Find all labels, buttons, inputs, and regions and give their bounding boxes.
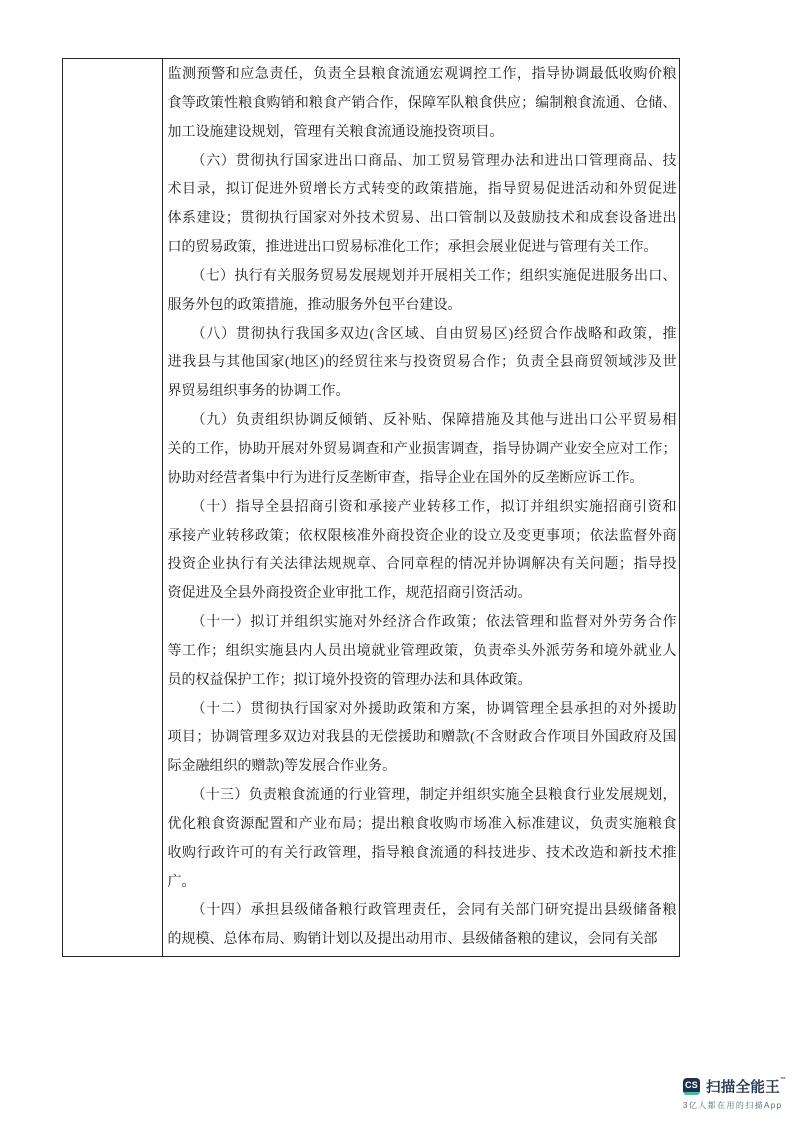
text-line: （十三）负责粮食流通的行业管理，制定并组织实施全县粮食行业发展规划， bbox=[191, 788, 677, 804]
paragraph bbox=[168, 148, 677, 263]
text-line: 服务外包的政策措施，推动服务外包平台建设。 bbox=[167, 297, 462, 313]
paragraph bbox=[168, 321, 677, 408]
text-line: （十）指导全县招商引资和承接产业转移工作，拟订并组织实施招商引资和 bbox=[191, 499, 677, 515]
watermark-logo-row bbox=[683, 1076, 785, 1097]
text-line: （十一）拟订并组织实施对外经济合作政策；依法管理和监督对外劳务合作 bbox=[191, 615, 677, 631]
text-line: 资促进及全县外商投资企业审批工作，规范招商引资活动。 bbox=[167, 586, 532, 602]
text-line: 项目；协调管理多双边对我县的无偿援助和赠款(不含财政合作项目外国政府及国 bbox=[167, 730, 677, 746]
text-line: 收购行政许可的有关行政管理，指导粮食流通的科技进步、技术改造和新技术推 bbox=[167, 845, 677, 861]
text-line: （十二）贯彻执行国家对外援助政策和方案，协调管理全县承担的对外援助 bbox=[191, 701, 677, 717]
text-line: （十四）承担县级储备粮行政管理责任，会同有关部门研究提出县级储备粮 bbox=[191, 903, 677, 919]
paragraph bbox=[168, 782, 677, 897]
camscanner-watermark bbox=[683, 1076, 785, 1111]
text-line: （九）负责组织协调反倾销、反补贴、保障措施及其他与进出口公平贸易相 bbox=[191, 413, 677, 429]
table-left-column bbox=[63, 59, 163, 956]
text-line: 监测预警和应急责任，负责全县粮食流通宏观调控工作，指导协调最低收购价粮 bbox=[167, 67, 677, 82]
paragraph bbox=[168, 263, 677, 321]
text-line: （六）贯彻执行国家进出口商品、加工贸易管理办法和进出口管理商品、技 bbox=[191, 153, 677, 169]
paragraph bbox=[168, 897, 677, 955]
text-line: 员的权益保护工作；拟订境外投资的管理办法和具体政策。 bbox=[167, 672, 532, 688]
text-line: 等工作；组织实施县内人员出境就业管理政策，负责牵头外派劳务和境外就业人 bbox=[167, 643, 677, 659]
paragraph bbox=[168, 494, 677, 609]
paragraph bbox=[168, 61, 677, 148]
text-line: 进我县与其他国家(地区)的经贸往来与投资贸易合作；负责全县商贸领域涉及世 bbox=[167, 355, 677, 371]
watermark-app-name: 扫描全能王™ bbox=[706, 1077, 787, 1096]
text-line: 的规模、总体布局、购销计划以及提出动用市、县级储备粮的建议，会同有关部 bbox=[167, 932, 658, 948]
camscanner-logo-icon bbox=[683, 1078, 700, 1095]
duties-table bbox=[62, 58, 680, 957]
paragraph bbox=[168, 609, 677, 696]
camscanner-logo-teal-strip bbox=[683, 1092, 700, 1096]
text-line: 界贸易组织事务的协调工作。 bbox=[167, 384, 350, 400]
text-line: 体系建设；贯彻执行国家对外技术贸易、出口管制以及鼓励技术和成套设备进出 bbox=[167, 211, 677, 227]
paragraph bbox=[168, 407, 677, 494]
text-line: 协助对经营者集中行为进行反垄断审查，指导企业在国外的反垄断应诉工作。 bbox=[167, 470, 644, 486]
text-line: 食等政策性粮食购销和粮食产销合作，保障军队粮食供应；编制粮食流通、仓储、 bbox=[167, 95, 677, 111]
camscanner-logo-text: CS bbox=[685, 1079, 698, 1090]
trademark-mark: ™ bbox=[780, 1077, 787, 1083]
text-line: 术目录，拟订促进外贸增长方式转变的政策措施，指导贸易促进活动和外贸促进 bbox=[167, 182, 677, 198]
text-line: 承接产业转移政策；依权限核准外商投资企业的设立及变更事项；依法监督外商 bbox=[167, 528, 677, 544]
watermark-tagline: 3亿人都在用的扫描App bbox=[683, 1100, 783, 1110]
text-line: 口的贸易政策，推进进出口贸易标准化工作；承担会展业促进与管理有关工作。 bbox=[167, 240, 658, 256]
text-line: 广。 bbox=[167, 874, 196, 890]
text-line: （七）执行有关服务贸易发展规划并开展相关工作；组织实施促进服务出口、 bbox=[191, 268, 677, 284]
text-line: 投资企业执行有关法律法规规章、合同章程的情况并协调解决有关问题；指导投 bbox=[167, 557, 677, 573]
duties-text bbox=[165, 59, 680, 956]
text-line: 际金融组织的赠款)等发展合作业务。 bbox=[167, 759, 397, 775]
paragraph bbox=[168, 696, 677, 783]
text-line: 关的工作，协助开展对外贸易调查和产业损害调查，指导协调产业安全应对工作； bbox=[167, 441, 677, 457]
text-line: 优化粮食资源配置和产业布局；提出粮食收购市场准入标准建议，负责实施粮食 bbox=[167, 816, 677, 832]
text-line: （八）贯彻执行我国多双边(含区域、自由贸易区)经贸合作战略和政策，推 bbox=[191, 326, 677, 342]
text-line: 加工设施建设规划，管理有关粮食流通设施投资项目。 bbox=[167, 124, 504, 140]
